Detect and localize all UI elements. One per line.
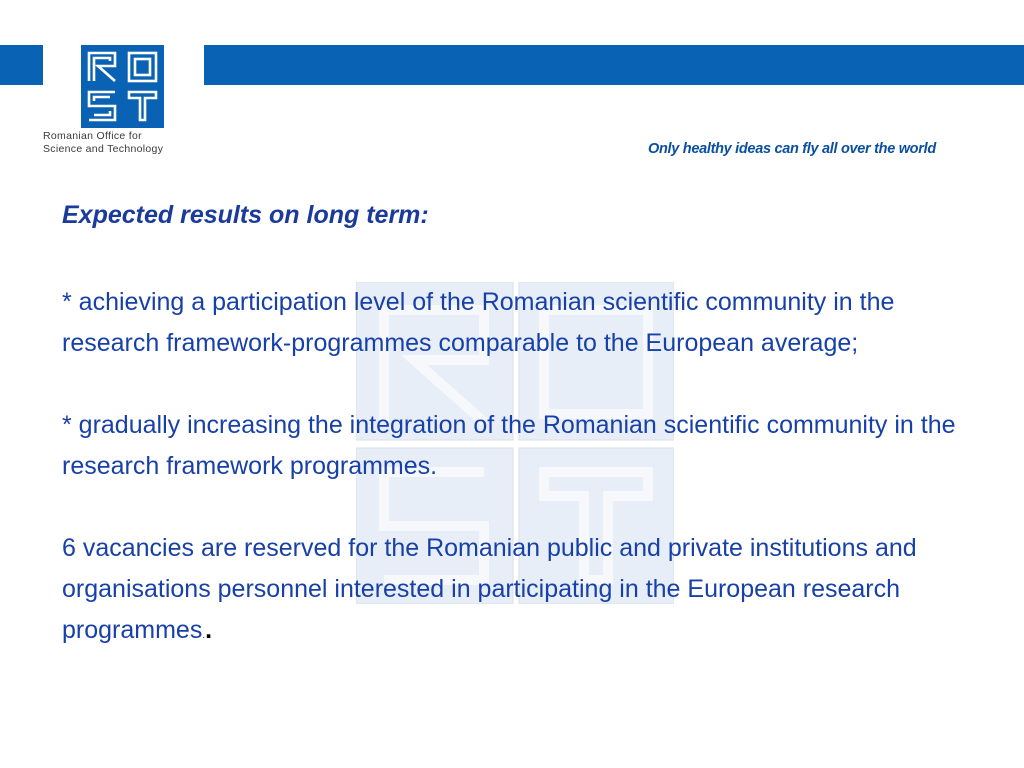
slide-body xyxy=(62,198,962,656)
header-bar-left xyxy=(0,45,43,85)
bullet-integration: * gradually increasing the integration of the Romanian scientific community in the research framework programmes. xyxy=(62,411,956,480)
organization-name-line1: Romanian Office for xyxy=(43,130,142,142)
vacancies-paragraph xyxy=(62,528,962,656)
rost-logo xyxy=(81,45,164,128)
slide-heading: Expected results on long term: xyxy=(62,201,429,229)
vacancies-small-dot: . xyxy=(202,630,206,641)
slogan: Only healthy ideas can fly all over the world xyxy=(648,141,936,157)
header-bar-right xyxy=(204,45,1024,85)
vacancies-text: 6 vacancies are reserved for the Romanian public and private institutions and organisations personnel interested in participating in the European research programmes xyxy=(62,534,917,644)
vacancies-end-dot: . xyxy=(205,616,213,644)
bullet-participation: * achieving a participation level of the Romanian scientific community in the research framework-programmes comparable to the European average; xyxy=(62,288,895,357)
organization-name-line2: Science and Technology xyxy=(43,143,164,155)
